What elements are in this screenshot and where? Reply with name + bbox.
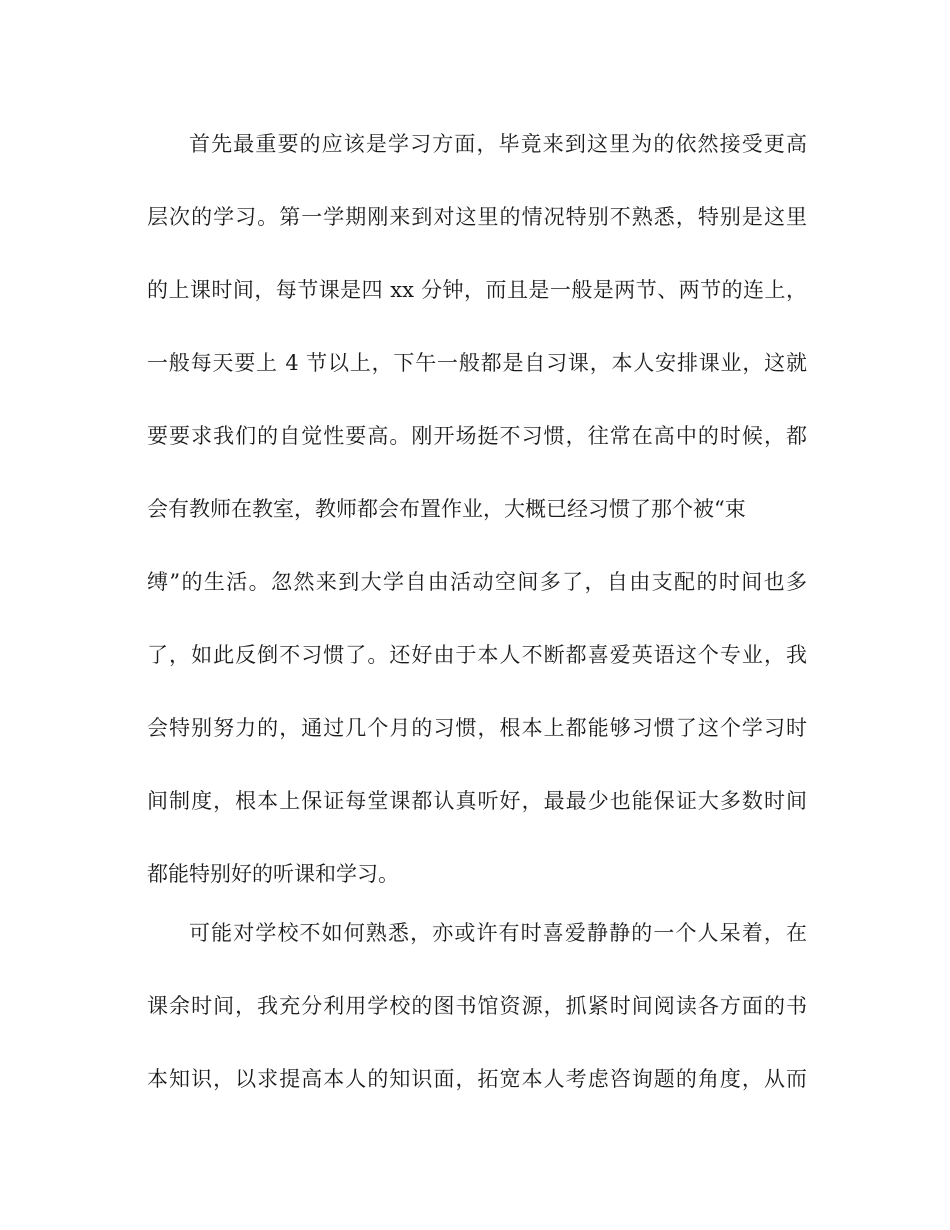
paragraph-1-line-3: 的上课时间，每节课是四 xx 分钟，而且是一般是两节、两节的连上， bbox=[147, 278, 807, 302]
paragraph-1-line-5: 要要求我们的自觉性要高。刚开场挺不习惯，往常在高中的时候，都 bbox=[147, 424, 807, 448]
paragraph-2-line-3: 本知识，以求提高本人的知识面，拓宽本人考虑咨询题的角度，从而 bbox=[147, 1067, 807, 1091]
paragraph-1-line-1: 首先最重要的应该是学习方面，毕竟来到这里为的依然接受更高 bbox=[189, 132, 807, 156]
paragraph-1-line-2: 层次的学习。第一学期刚来到对这里的情况特别不熟悉，特别是这里 bbox=[147, 205, 807, 229]
paragraph-1-line-8: 了，如此反倒不习惯了。还好由于本人不断都喜爱英语这个专业，我 bbox=[147, 643, 807, 667]
paragraph-1-line-6: 会有教师在教室，教师都会布置作业，大概已经习惯了那个被“束 bbox=[147, 497, 746, 521]
paragraph-1-line-4: 一般每天要上 4 节以上，下午一般都是自习课，本人安排课业，这就 bbox=[147, 351, 807, 375]
paragraph-2-line-1: 可能对学校不如何熟悉，亦或许有时喜爱静静的一个人呆着，在 bbox=[189, 921, 807, 945]
paragraph-1-line-7: 缚”的生活。忽然来到大学自由活动空间多了，自由支配的时间也多 bbox=[147, 570, 807, 594]
paragraph-2-line-2: 课余时间，我充分利用学校的图书馆资源，抓紧时间阅读各方面的书 bbox=[147, 994, 807, 1018]
paragraph-1-line-10: 间制度，根本上保证每堂课都认真听好，最最少也能保证大多数时间 bbox=[147, 789, 807, 813]
paragraph-1-line-11: 都能特别好的听课和学习。 bbox=[147, 862, 399, 886]
paragraph-1-line-9: 会特别努力的，通过几个月的习惯，根本上都能够习惯了这个学习时 bbox=[147, 716, 807, 740]
